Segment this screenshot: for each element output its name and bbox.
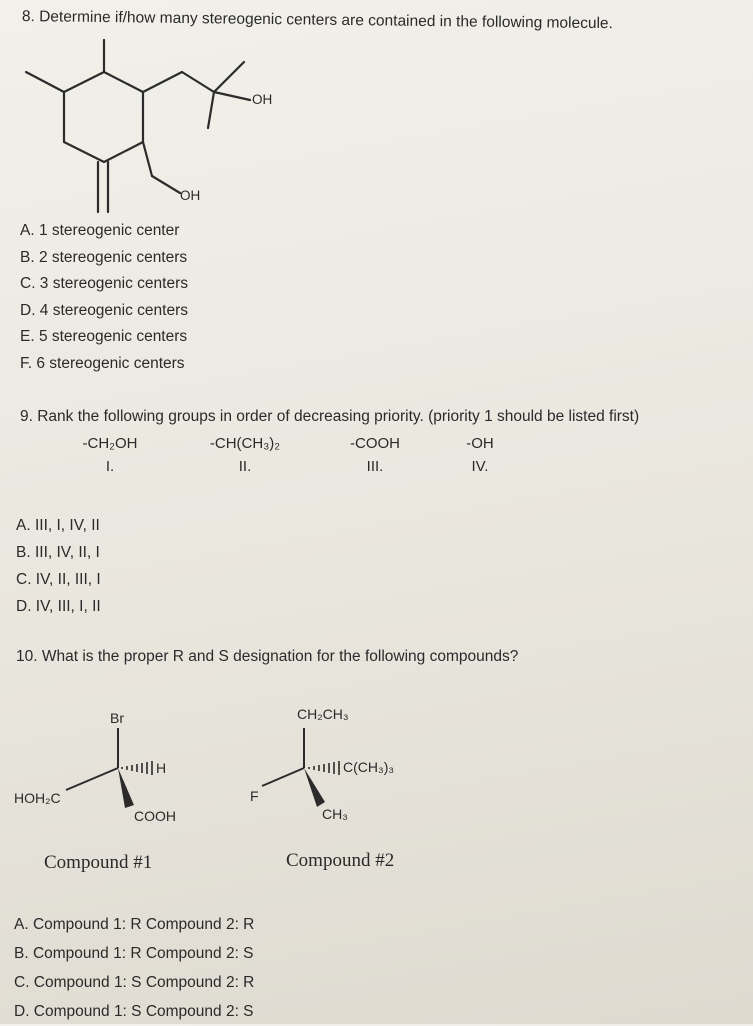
oh-label-top: OH [252, 92, 273, 107]
wedge-bond [118, 768, 134, 808]
option-a[interactable]: A. III, I, IV, II [16, 517, 100, 534]
option-a[interactable]: A. Compound 1: R Compound 2: R [14, 916, 255, 933]
bond-left [66, 768, 118, 790]
option-a[interactable]: A. 1 stereogenic center [20, 222, 180, 239]
c2-bottom-label: CH₃ [322, 806, 348, 822]
c2-left-label: F [250, 788, 259, 804]
group-numeral: IV. [471, 458, 489, 475]
group-numeral: III. [366, 458, 384, 475]
c1-top-label: Br [110, 710, 124, 726]
option-d[interactable]: D. IV, III, I, II [16, 598, 101, 615]
option-b[interactable]: B. 2 stereogenic centers [20, 248, 188, 266]
bond-left [262, 768, 304, 786]
option-b[interactable]: B. III, IV, II, I [16, 544, 100, 561]
compound-2-caption: Compound #2 [286, 850, 395, 871]
option-c[interactable]: C. Compound 1: S Compound 2: R [14, 974, 255, 991]
c2-top-label: CH₂CH₃ [297, 706, 349, 722]
compound-1-bonds [66, 728, 152, 808]
c2-right-label: C(CH₃)₃ [343, 759, 395, 775]
wedge-bond [304, 768, 325, 807]
compound-1-caption: Compound #1 [44, 852, 153, 873]
option-c[interactable]: C. 3 stereogenic centers [20, 275, 189, 292]
c1-right-label: H [156, 760, 167, 776]
hash-bond [122, 761, 152, 775]
c1-left-label: HOH₂C [14, 790, 61, 806]
q10-options [14, 910, 254, 1026]
group-formula: -CH(CH₃)₂ [209, 435, 281, 452]
q8-question: 8. Determine if/how many stereogenic centers are contained in the following molecule. [21, 8, 614, 33]
option-e[interactable]: E. 5 stereogenic centers [20, 328, 188, 345]
compound-2-bonds [262, 728, 339, 807]
hash-bond [309, 761, 339, 775]
group-numeral: II. [238, 458, 252, 475]
option-c[interactable]: C. IV, II, III, I [16, 571, 101, 588]
q10-question: 10. What is the proper R and S designation for the following compounds? [16, 648, 519, 665]
option-f[interactable]: F. 6 stereogenic centers [20, 354, 185, 372]
group-formula: -CH₂OH [82, 435, 138, 452]
option-d[interactable]: D. 4 stereogenic centers [20, 301, 189, 319]
oh-label-bottom: OH [180, 188, 201, 203]
c1-bottom-label: COOH [134, 808, 176, 824]
option-b[interactable]: B. Compound 1: R Compound 2: S [14, 945, 254, 962]
option-d[interactable]: D. Compound 1: S Compound 2: S [14, 1003, 254, 1020]
group-formula: -OH [466, 435, 494, 452]
q9-question: 9. Rank the following groups in order of decreasing priority. (priority 1 should be listed first) [20, 408, 640, 425]
group-numeral: I. [105, 458, 115, 475]
group-formula: -COOH [350, 435, 400, 452]
